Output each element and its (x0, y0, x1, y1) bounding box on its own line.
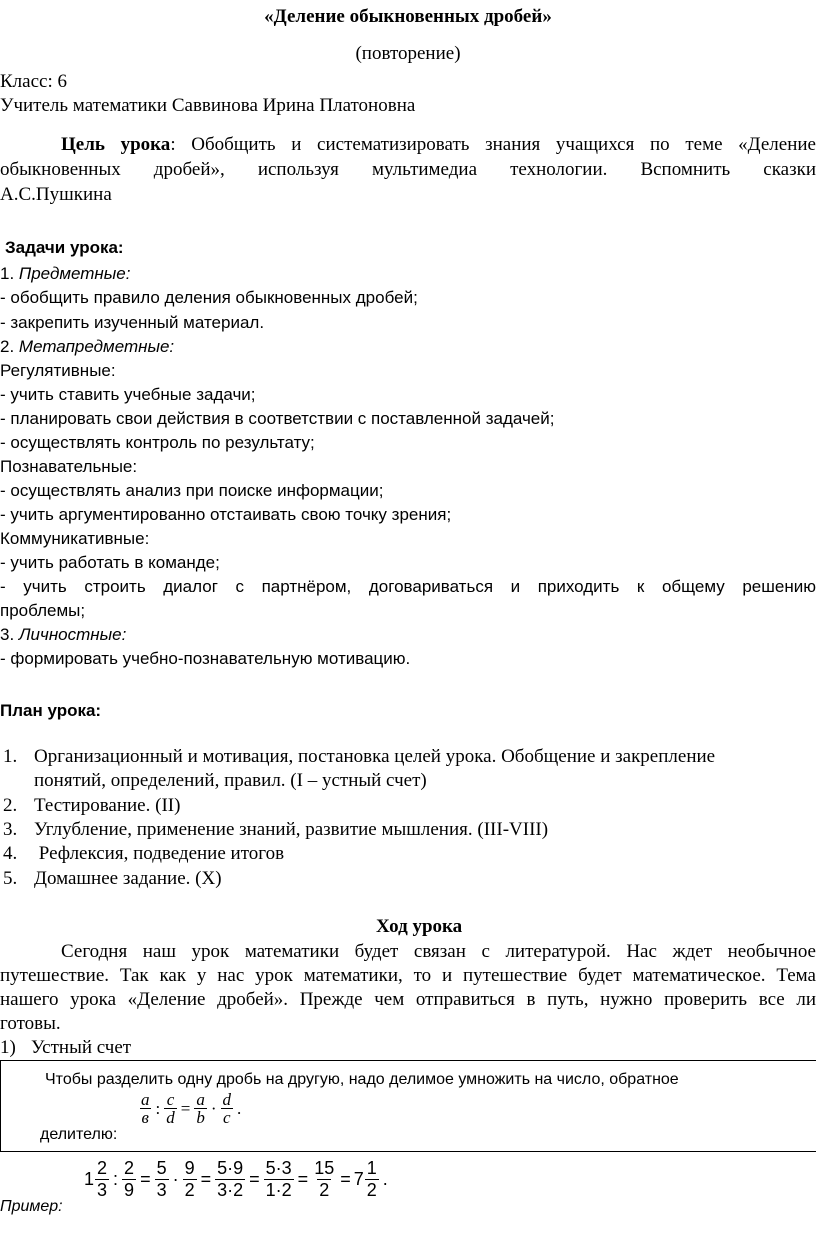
goal-line-1 (0, 133, 816, 157)
tasks-line: - осуществлять анализ при поиске информации; (0, 481, 384, 500)
plan-item: 2. Тестирование. (II) (3, 795, 181, 816)
teacher-line: Учитель математики Саввинова Ирина Платоновна (0, 95, 416, 116)
goal-label: Цель урока (61, 134, 171, 155)
goal-line-2: обыкновенных дробей», используя мультимедиа технологии. Вспомнить сказки (0, 159, 816, 180)
plan-heading: План урока: (0, 701, 102, 720)
lesson-paragraph-line: нашего урока «Деление дробей». Прежде чем отправиться в путь, нужно проверить все ли (0, 989, 816, 1010)
fraction: $\frac{9}{2}$ (184, 1158, 195, 1200)
fraction: $\frac{2}{3}$ (97, 1158, 108, 1200)
plan-item: 4. Рефлексия, подведение итогов (3, 843, 285, 864)
lesson-paragraph-line: готовы. (0, 1013, 61, 1034)
rule-text-2: делителю: (40, 1126, 118, 1143)
tasks-line: - обобщить правило деления обыкновенных дробей; (0, 288, 418, 307)
tasks-line: - закрепить изученный материал. (0, 313, 265, 332)
document-subtitle: (повторение) (355, 43, 461, 64)
tasks-line: - осуществлять контроль по результату; (0, 433, 315, 452)
plan-item: 5. Домашнее задание. (X) (3, 868, 222, 889)
fraction: $\frac{1}{2}$ (366, 1158, 377, 1200)
fraction: $\frac{5\cdot 3}{1\cdot 2}$ (265, 1158, 292, 1200)
tasks-line: - учить работать в команде; (0, 553, 220, 572)
tasks-line: 2. Метапредметные: (0, 337, 175, 356)
tasks-line: - учить ставить учебные задачи; (0, 385, 256, 404)
tasks-line: Коммуникативные: (0, 529, 150, 548)
example-formula: 1 $\frac{2}{3}$ : $\frac{2}{9}$ = $\frac{5}{3}$ · $\frac{9}{2}$ = $\frac{5\cdot 9}{3\cdot 2}$ = $\frac{5\cdot 3}{1\cdot 2}$ = $\frac{15}{2}$ = 7 $\frac{1}{2}$ . (84, 1158, 388, 1200)
rule-formula: $\frac{a}{в}$ : $\frac{c}{d}$ = $\frac{a}{b}$ · $\frac{d}{c}$ . (141, 1090, 242, 1127)
fraction: $\frac{15}{2}$ (314, 1158, 335, 1200)
tasks-line: - формировать учебно-познавательную мотивацию. (0, 649, 411, 668)
fraction: $\frac{a}{b}$ (196, 1090, 205, 1127)
class-line: Класс: 6 (0, 71, 67, 92)
tasks-line: 3. Личностные: (0, 625, 127, 644)
tasks-line: Познавательные: (0, 457, 138, 476)
tasks-line: - планировать свои действия в соответствии с поставленной задачей; (0, 409, 555, 428)
fraction: $\frac{c}{d}$ (166, 1090, 175, 1127)
document-title: «Деление обыкновенных дробей» (264, 6, 552, 27)
plan-item: 3. Углубление, применение знаний, развитие мышления. (III-VIII) (3, 819, 549, 840)
tasks-line: 1. Предметные: (0, 264, 131, 283)
rule-text: Чтобы разделить одну дробь на другую, надо делимое умножить на число, обратное (45, 1071, 679, 1088)
fraction: $\frac{5}{3}$ (156, 1158, 167, 1200)
fraction: $\frac{2}{9}$ (124, 1158, 135, 1200)
tasks-line: Регулятивные: (0, 361, 116, 380)
lesson-heading: Ход урока (376, 916, 463, 937)
plan-item: 1. Организационный и мотивация, постановка целей урока. Обобщение и закрепление (3, 746, 716, 767)
fraction: $\frac{d}{c}$ (222, 1090, 231, 1127)
example-label: Пример: (0, 1198, 63, 1215)
lesson-paragraph-line: Сегодня наш урок математики будет связан с литературой. Нас ждет необычное (61, 941, 816, 962)
lesson-paragraph-line: путешествие. Так как у нас урок математики, то и путешествие будет математическое. Тема (0, 965, 816, 986)
tasks-line: - учить аргументированно отстаивать свою точку зрения; (0, 505, 452, 524)
plan-item-continuation: понятий, определений, правил. (I – устный счет) (34, 770, 427, 791)
fraction: $\frac{5\cdot 9}{3\cdot 2}$ (217, 1158, 244, 1200)
goal-text-1: : Обобщить и систематизировать знания учащихся по теме «Деление (170, 134, 816, 155)
fraction: $\frac{a}{в}$ (141, 1090, 150, 1127)
tasks-heading: Задачи урока: (5, 238, 124, 257)
tasks-line: - учить строить диалог с партнёром, договариваться и приходить к общему решению (0, 577, 816, 596)
tasks-line: проблемы; (0, 601, 86, 620)
goal-line-3: А.С.Пушкина (0, 184, 112, 205)
lesson-step: 1) Устный счет (0, 1037, 132, 1058)
